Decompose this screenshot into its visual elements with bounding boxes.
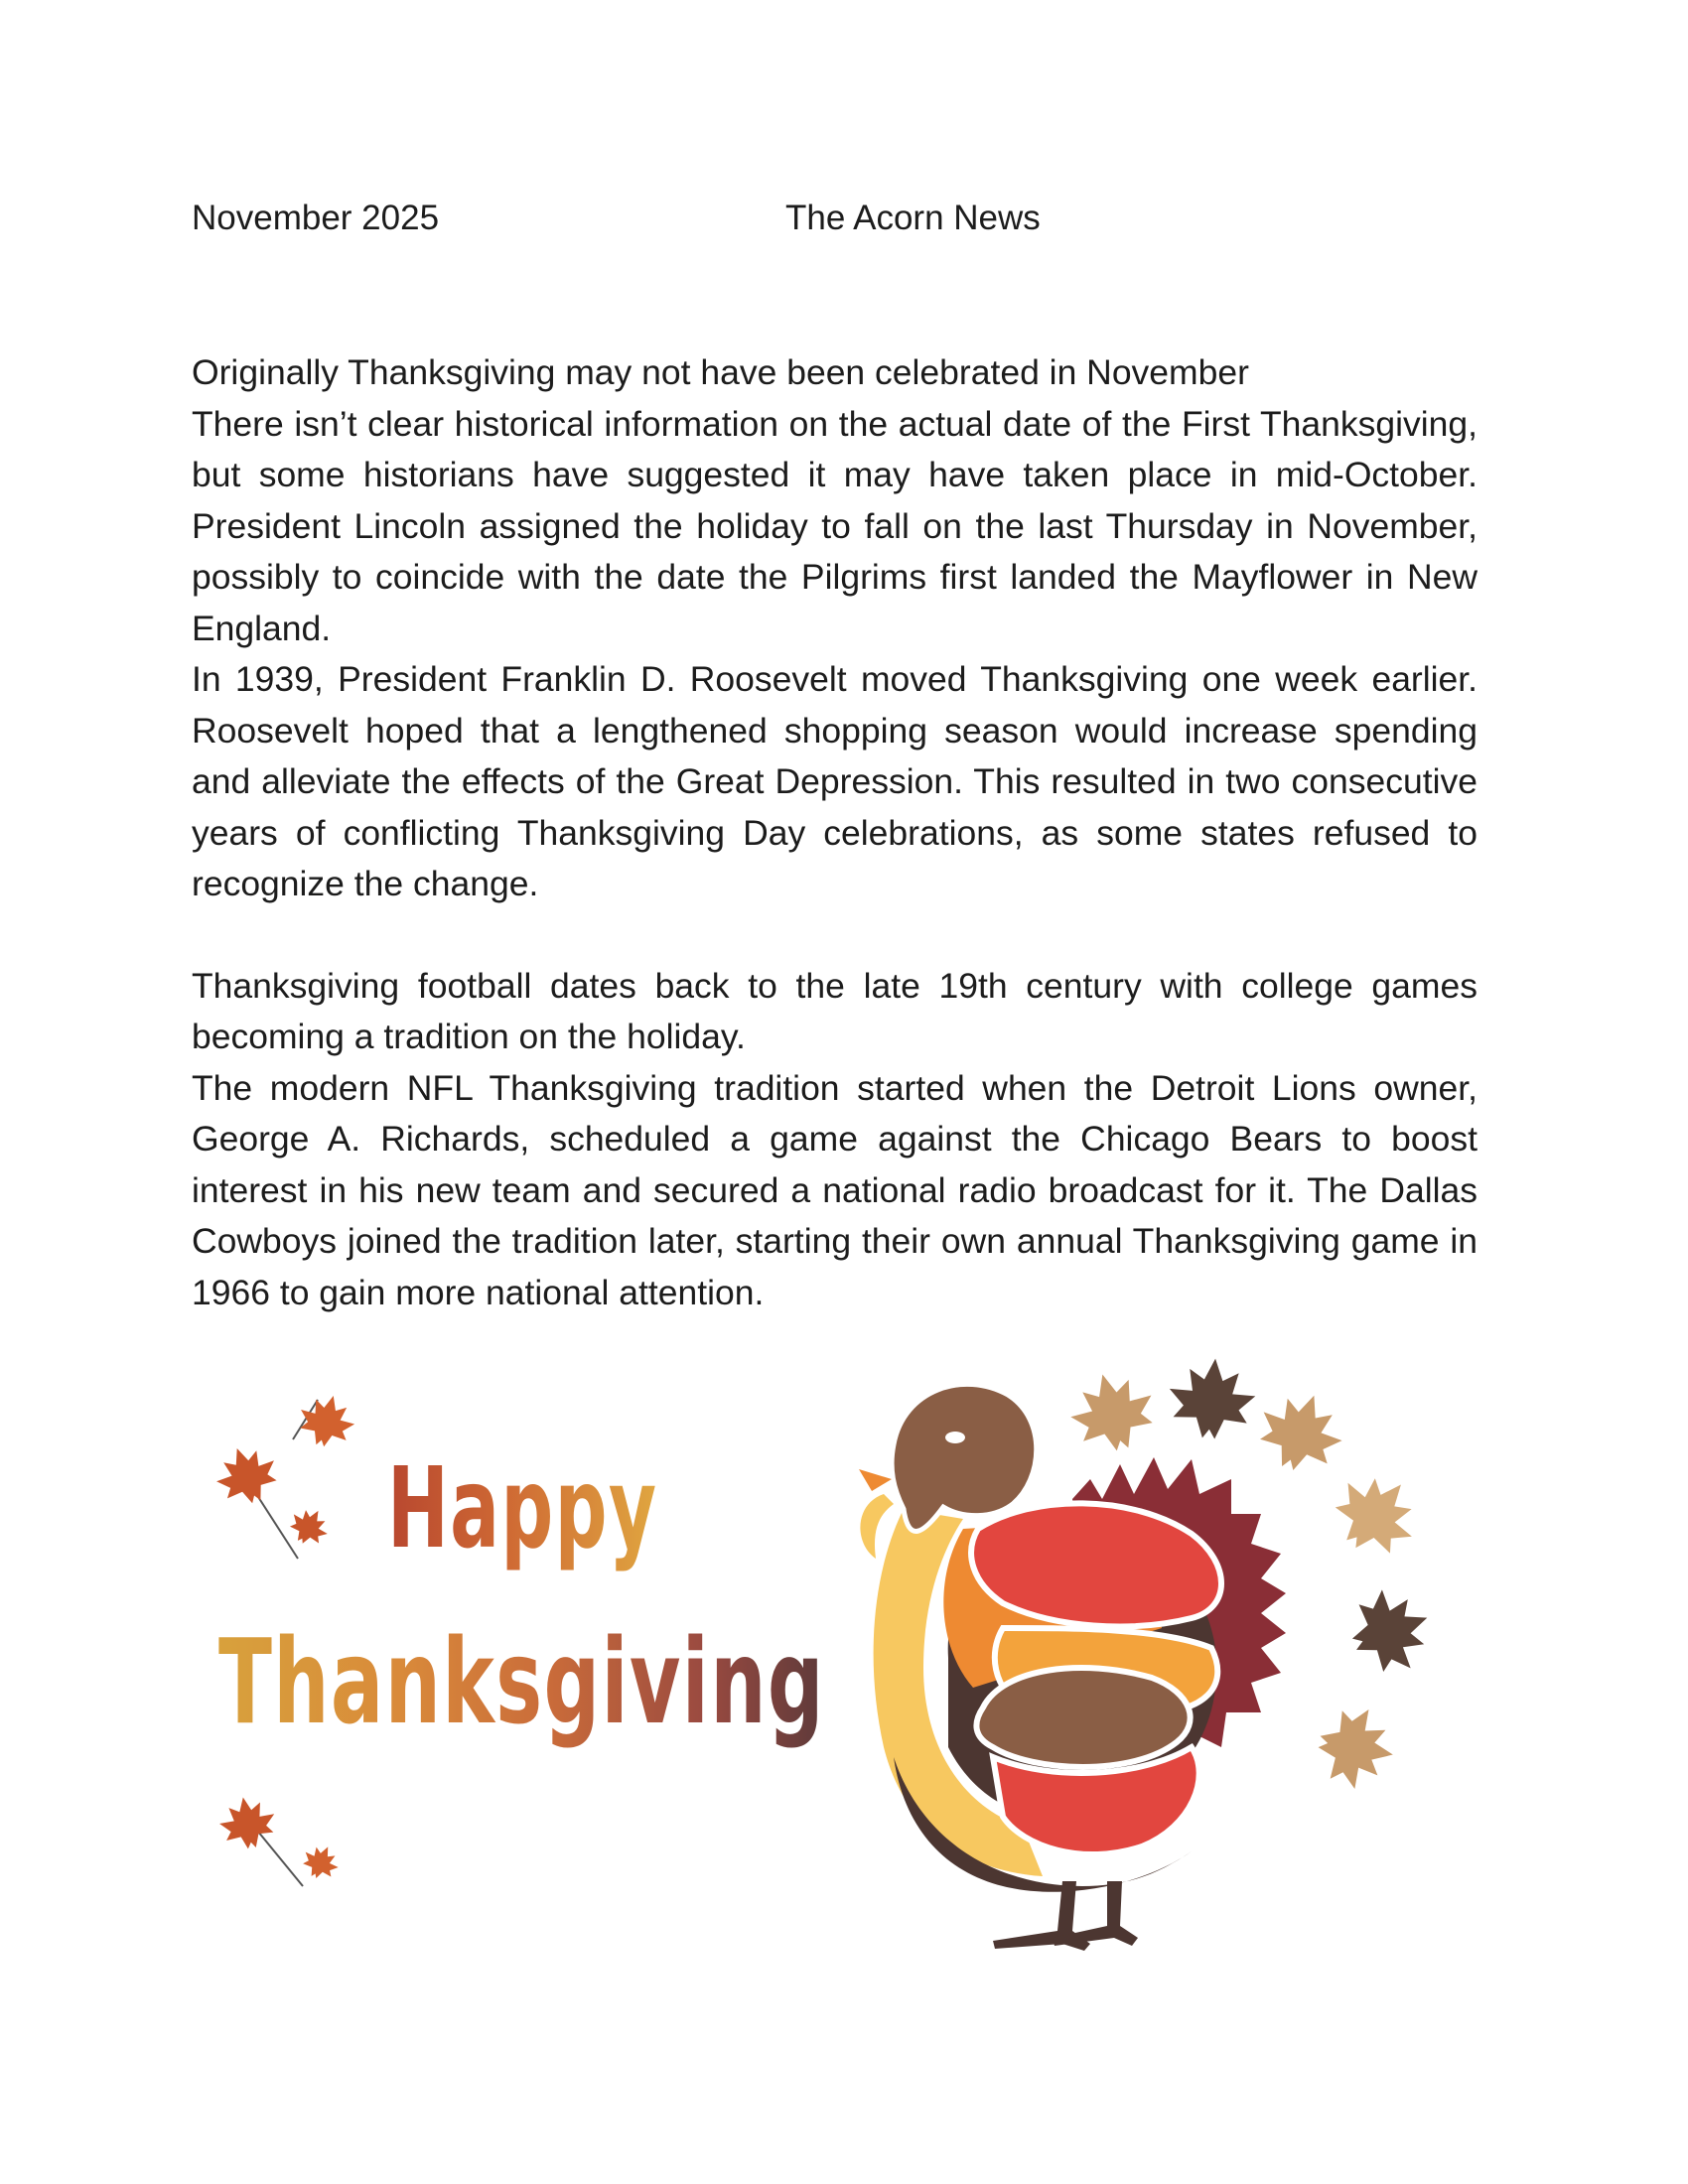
maple-leaf-icon xyxy=(1166,1355,1258,1442)
maple-leaf-icon xyxy=(215,1793,303,1886)
maple-leaf-icon xyxy=(1062,1364,1163,1460)
greeting-thanksgiving-text: Thanksgiving xyxy=(218,1613,825,1750)
paragraph-first-thanksgiving: There isn’t clear historical information on the actual date of the First Thanksgiving, but some historians have suggested it may have taken place in mid-October. President Lincoln assigned the holiday to fall on the last Thursday in November, possibly to coincide with the date the Pilgrims first landed the Mayflower in New England. xyxy=(192,403,1477,648)
article xyxy=(192,347,1477,1318)
maple-leaf-icon xyxy=(1320,1458,1433,1571)
turkey-icon xyxy=(859,1384,1286,1951)
maple-leaf-icon xyxy=(209,1437,298,1559)
article-heading: Originally Thanksgiving may not have been celebrated in November xyxy=(192,352,1249,392)
maple-leaf-icon xyxy=(1313,1702,1400,1794)
greeting-happy-text: Happy xyxy=(387,1444,658,1573)
maple-leaf-icon xyxy=(1248,1381,1353,1482)
paragraph-football: Thanksgiving football dates back to the late 19th century with college games becoming a tradition on the holiday. xyxy=(192,965,1477,1056)
happy-thanksgiving-illustration xyxy=(209,1330,1499,1966)
maple-leaf-icon xyxy=(1340,1578,1442,1684)
issue-date: November 2025 xyxy=(192,199,440,237)
paragraph-roosevelt: In 1939, President Franklin D. Roosevelt moved Thanksgiving one week earlier. Roosevelt hoped that a lengthened shopping season would increase spending and alleviate the effects of the Great Depression. This resulted in two consecutive years of conflicting Thanksgiving Day celebrations, as some states refused to recognize the change. xyxy=(192,659,1477,903)
maple-leaf-icon xyxy=(283,1501,335,1552)
maple-leaf-icon xyxy=(293,1389,360,1453)
maple-leaf-icon xyxy=(297,1840,344,1885)
paragraph-nfl: The modern NFL Thanksgiving tradition started when the Detroit Lions owner, George A. Richards, scheduled a game against the Chicago Bears to boost interest in his new team and secured a national radio broadcast for it. The Dallas Cowboys joined the tradition later, starting their own annual Thanksgiving game in 1966 to gain more national attention. xyxy=(192,1067,1477,1312)
newsletter-title: The Acorn News xyxy=(785,199,1041,237)
